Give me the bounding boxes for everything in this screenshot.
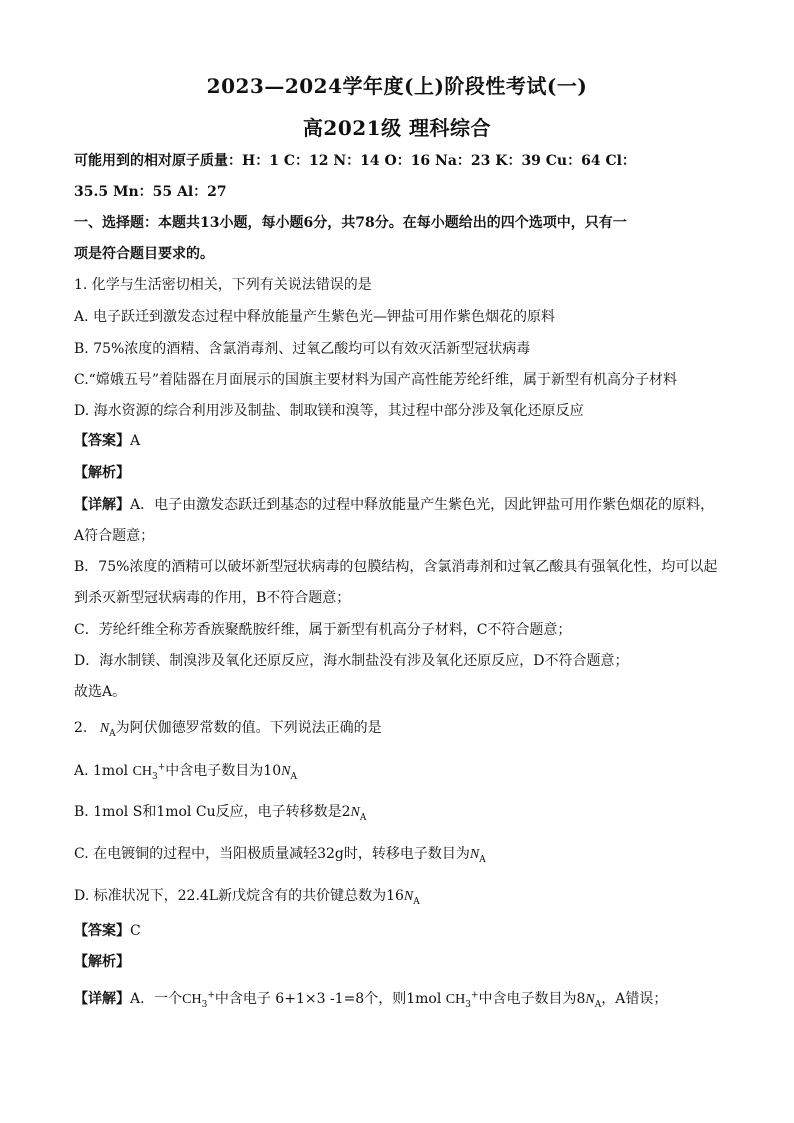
q2-option-a-prefix: A. 1mol [74, 763, 133, 779]
q1-analysis-label: 【解析】 [74, 465, 130, 481]
na-subscript: A [479, 854, 486, 865]
q1-detail-line-3: B．75%浓度的酒精可以破坏新型冠状病毒的包膜结构，含氯消毒剂和过氧乙酸具有强氧化性，均可以起 [74, 559, 718, 575]
q1-detail-label: 【详解】 [74, 497, 130, 513]
q1-answer-label: 【答案】 [74, 433, 130, 449]
q2-answer [74, 922, 141, 940]
q1-detail-line-2: A符合题意； [74, 528, 155, 544]
ch3-charge: + [470, 990, 479, 1001]
ch3-formula: CH [182, 992, 202, 1007]
q1-detail-line-5: C．芳纶纤维全称芳香族聚酰胺纤维，属于新型有机高分子材料，C不符合题意； [74, 622, 572, 638]
na-subscript: A [413, 896, 420, 907]
q2-detail-text-4: ，A错误； [601, 991, 668, 1007]
na-symbol: N [469, 847, 480, 862]
na-symbol: N [281, 764, 291, 779]
ch3-charge: + [157, 762, 166, 773]
q1-option-d: D. 海水资源的综合利用涉及制盐、制取镁和溴等，其过程中部分涉及氧化还原反应 [74, 403, 584, 419]
q2-option-b-text: B. 1mol S和1mol Cu反应，电子转移数是2 [74, 804, 351, 820]
q1-detail-line-6: D．海水制镁、制溴涉及氧化还原反应，海水制盐没有涉及氧化还原反应，D不符合题意； [74, 653, 629, 669]
q1-stem: 1. 化学与生活密切相关，下列有关说法错误的是 [74, 277, 372, 293]
atomic-masses-line-2: 35.5 Mn：55 Al：27 [74, 184, 227, 200]
q2-option-b [74, 803, 366, 822]
na-symbol: N [585, 992, 595, 1007]
ch3-formula: CH [132, 764, 153, 779]
na-subscript: A [109, 728, 116, 739]
q2-detail-text-2: 中含电子 6+1×3 -1=8个，则1mol [214, 991, 446, 1007]
q2-option-d [74, 887, 420, 906]
ch3-charge: + [207, 990, 215, 1001]
q2-detail-line-1 [74, 990, 667, 1009]
na-symbol: N [350, 805, 360, 820]
na-subscript: A [594, 999, 602, 1010]
q2-stem [74, 719, 382, 738]
na-subscript: A [290, 771, 297, 782]
atomic-masses-line-1: 可能用到的相对原子质量：H：1 C：12 N：14 O：16 Na：23 K：39 Cu：64 Cl： [74, 153, 636, 169]
section-instructions-line-1: 一、选择题：本题共13小题，每小题6分，共78分。在每小题给出的四个选项中，只有一 [74, 215, 627, 231]
page-subtitle: 高2021级 理科综合 [302, 116, 492, 140]
ch3-subscript: 3 [152, 771, 158, 782]
q1-option-b: B. 75%浓度的酒精、含氯消毒剂、过氧乙酸均可以有效灭活新型冠状病毒 [74, 341, 531, 357]
q2-option-a [74, 762, 297, 781]
q1-detail-line-7: 故选A。 [74, 684, 127, 700]
q2-detail-text-1: A．一个 [130, 991, 183, 1007]
q2-detail-text-3: 中含电子数目为8 [478, 991, 586, 1007]
q1-answer [74, 432, 140, 450]
q2-answer-value: C [130, 923, 141, 939]
ch3-subscript: 3 [201, 999, 208, 1010]
q1-detail-line-4: 到杀灭新型冠状病毒的作用，B不符合题意； [74, 590, 351, 606]
q1-detail-line-1 [74, 496, 714, 514]
na-symbol: N [99, 721, 110, 736]
ch3-subscript: 3 [465, 999, 471, 1010]
na-subscript: A [359, 812, 367, 823]
q1-answer-value: A [130, 433, 141, 449]
q2-option-a-text: 中含电子数目为10 [165, 763, 282, 779]
q2-option-c [74, 845, 486, 864]
q2-number: 2. [74, 720, 88, 736]
q2-answer-label: 【答案】 [74, 923, 130, 939]
page-title: 2023—2024学年度(上)阶段性考试(一) [206, 74, 588, 98]
q2-detail-label: 【详解】 [74, 991, 130, 1007]
q1-option-c: C.“嫦娥五号”着陆器在月面展示的国旗主要材料为国产高性能芳纶纤维，属于新型有机高分子材料 [74, 372, 677, 388]
q2-stem-text: 为阿伏伽德罗常数的值。下列说法正确的是 [115, 720, 382, 736]
q2-option-d-text: D. 标准状况下，22.4L新戊烷含有的共价键总数为16 [74, 888, 404, 904]
q1-detail-text: A．电子由激发态跃迁到基态的过程中释放能量产生紫色光，因此钾盐可用作紫色烟花的原料， [130, 497, 715, 513]
na-symbol: N [403, 889, 414, 904]
q2-analysis-label: 【解析】 [74, 954, 130, 970]
section-instructions-line-2: 项是符合题目要求的。 [74, 246, 214, 262]
q1-option-a: A. 电子跃迁到激发态过程中释放能量产生紫色光—钾盐可用作紫色烟花的原料 [74, 309, 556, 325]
ch3-formula: CH [445, 992, 466, 1007]
q2-option-c-text: C. 在电镀铜的过程中，当阳极质量减轻32g时，转移电子数目为 [74, 846, 470, 862]
